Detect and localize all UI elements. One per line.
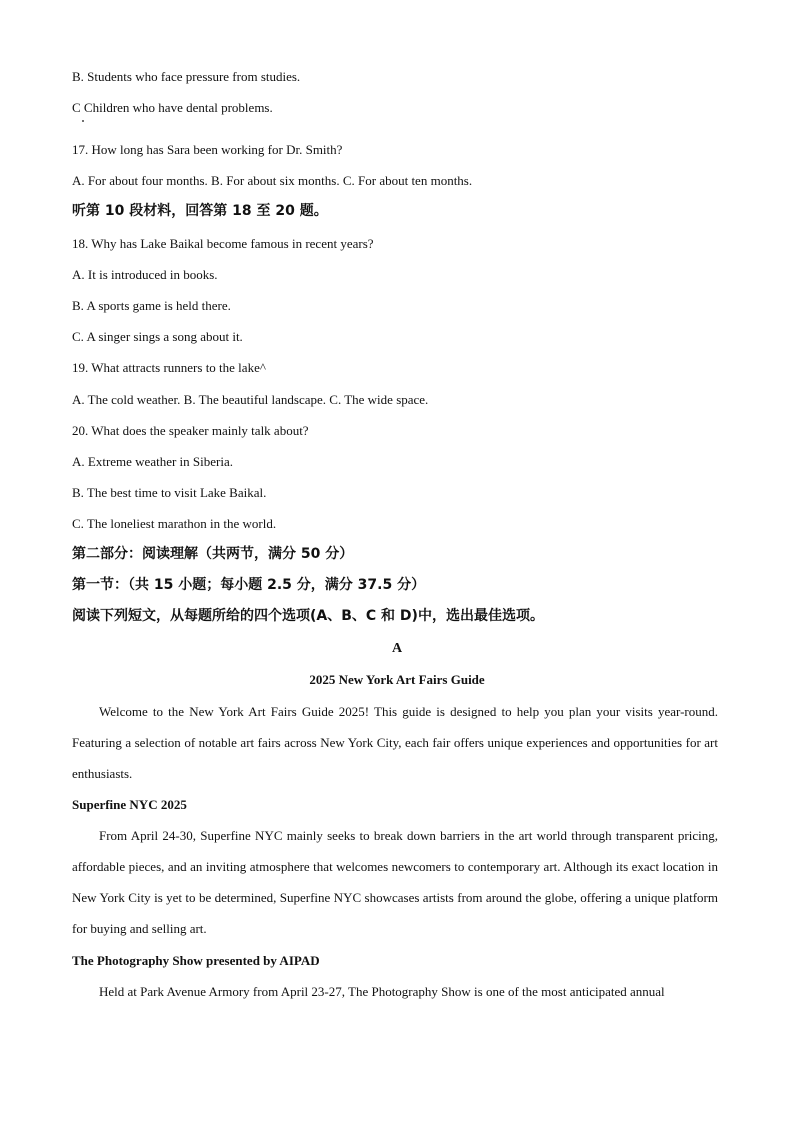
option-16c: C Children who have dental problems. xyxy=(72,100,273,115)
passage-letter: A xyxy=(391,641,403,656)
option-18c: C. A singer sings a song about it. xyxy=(72,329,243,344)
section-10-heading: 听第 10 段材料，回答第 18 至 20 题。 xyxy=(72,203,328,219)
question-19: 19. What attracts runners to the lake^ xyxy=(72,360,266,375)
stray-dot xyxy=(82,120,84,122)
option-20c: C. The loneliest marathon in the world. xyxy=(72,516,277,531)
question-19-options: A. The cold weather. B. The beautiful landscape. C. The wide space. xyxy=(72,392,429,407)
intro-paragraph: Welcome to the New York Art Fairs Guide 2025! This guide is designed to help you plan your visits year-round. Featuring a selection of notable art fairs across New York City, each fair offers unique experiences and opportunities for art enthusiasts. xyxy=(72,704,718,781)
question-20: 20. What does the speaker mainly talk about? xyxy=(72,423,309,438)
superfine-paragraph: From April 24-30, Superfine NYC mainly seeks to break down barriers in the art world through transparent pricing, affordable pieces, and an inviting atmosphere that welcomes newcomers to contemporary art. Although its exact location in New York City is yet to be determined, Superfine NYC showcases artists from around the globe, offering a unique platform for buying and selling art. xyxy=(72,828,718,936)
option-18a: A. It is introduced in books. xyxy=(72,267,218,282)
passage-title: 2025 New York Art Fairs Guide xyxy=(309,672,485,687)
section-1-heading: 第一节：（共 15 小题；每小题 2.5 分，满分 37.5 分） xyxy=(72,577,426,593)
question-17: 17. How long has Sara been working for Dr. Smith? xyxy=(72,142,343,157)
option-16b: B. Students who face pressure from studies. xyxy=(72,69,301,84)
reading-instructions: 阅读下列短文，从每题所给的四个选项(A、B、C 和 D)中，选出最佳选项。 xyxy=(72,608,544,624)
part-2-heading: 第二部分：阅读理解（共两节，满分 50 分） xyxy=(72,546,354,562)
superfine-heading: Superfine NYC 2025 xyxy=(72,797,187,812)
option-20b: B. The best time to visit Lake Baikal. xyxy=(72,485,267,500)
question-17-options: A. For about four months. B. For about six months. C. For about ten months. xyxy=(72,173,473,188)
photography-paragraph: Held at Park Avenue Armory from April 23-27, The Photography Show is one of the most anticipated annual xyxy=(99,984,665,999)
photography-heading: The Photography Show presented by AIPAD xyxy=(72,953,320,968)
option-18b: B. A sports game is held there. xyxy=(72,298,231,313)
option-20a: A. Extreme weather in Siberia. xyxy=(72,454,233,469)
question-18: 18. Why has Lake Baikal become famous in recent years? xyxy=(72,236,374,251)
